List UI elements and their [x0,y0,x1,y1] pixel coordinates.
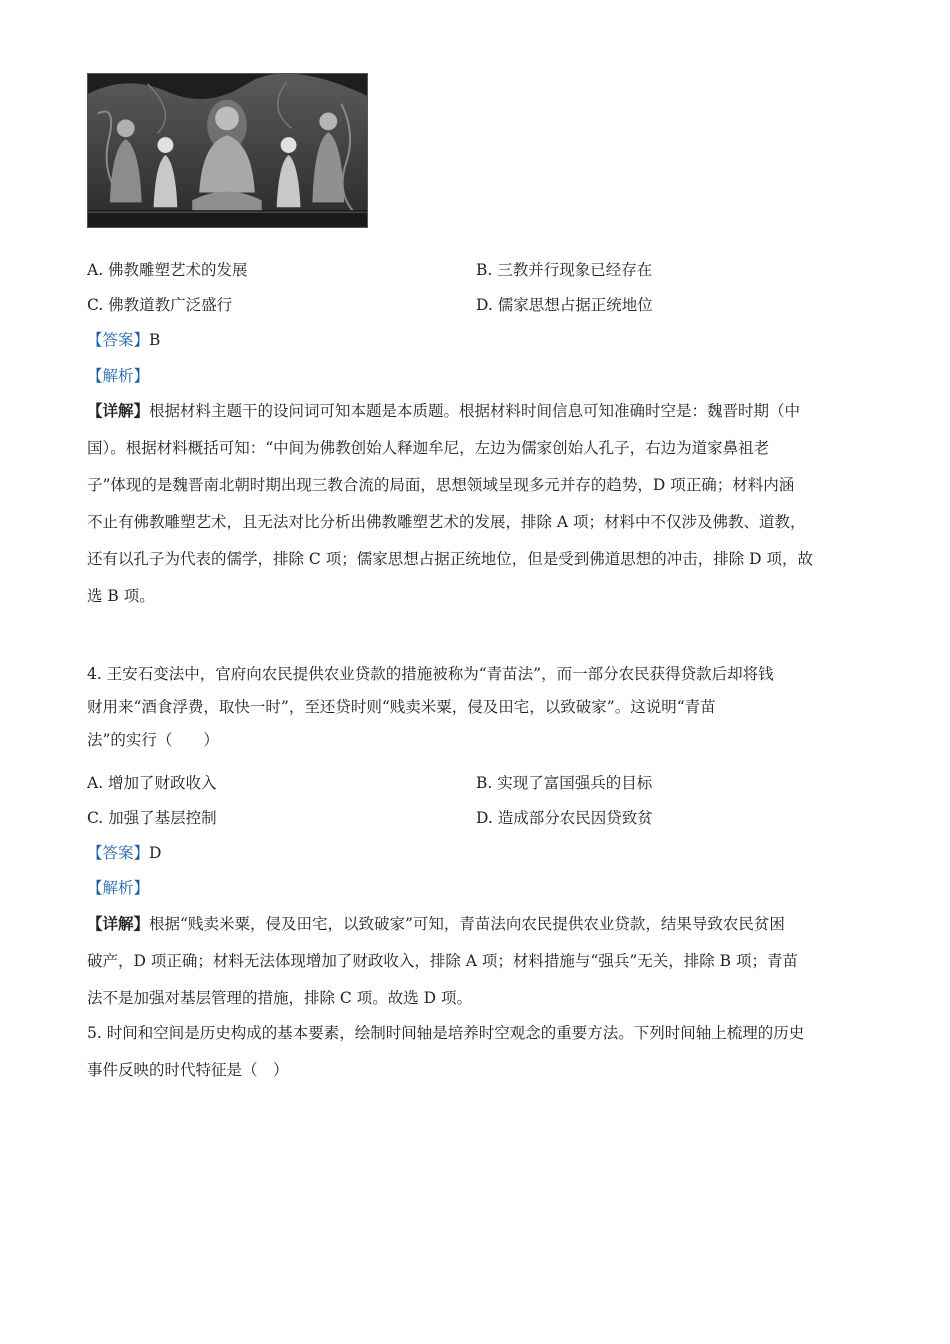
q5-stem [87,1023,863,1097]
q3-detail-line: 不止有佛教雕塑艺术，且无法对比分析出佛教雕塑艺术的发展，排除 A 项；材料中不仅涉及佛教、道教， [87,513,806,531]
q3-detail-line: 国）。根据材料概括可知：“中间为佛教创始人释迦牟尼，左边为儒家创始人孔子，右边为道家鼻祖老 [87,439,770,457]
q3-detail-line: 选 B 项。 [87,587,155,605]
q4-analysis-label: 【解析】 [87,879,150,897]
q3-answer-label: 【答案】 [87,331,150,349]
q4-answer [87,843,161,863]
q3-answer-value: B [149,331,161,349]
q5-stem-line: 5. 时间和空间是历史构成的基本要素，绘制时间轴是培养时空观念的重要方法。下列时间轴上梳理的历史 [87,1024,805,1042]
q3-option-d[interactable]: D. 儒家思想占据正统地位 [476,296,653,314]
q3-detail-line: 子”体现的是魏晋南北朝时期出现三教合流的局面，思想领域呈现多元并存的趋势，D 项正确；材料内涵 [87,476,795,494]
q4-detail-line: 法不是加强对基层管理的措施，排除 C 项。故选 D 项。 [87,989,472,1007]
q3-detail [87,401,863,623]
q3-detail-line: 还有以孔子为代表的儒学，排除 C 项；儒家思想占据正统地位，但是受到佛道思想的冲击，排除 D 项，故 [87,550,813,568]
q3-option-b[interactable]: B. 三教并行现象已经存在 [476,261,653,279]
q4-detail [87,914,863,1025]
q4-option-a[interactable]: A. 增加了财政收入 [87,774,217,792]
q3-option-c[interactable]: C. 佛教道教广泛盛行 [87,296,233,314]
q4-detail-label: 【详解】 [87,914,150,933]
q4-answer-value: D [149,844,162,862]
q4-stem-line: 4. 王安石变法中，官府向农民提供农业贷款的措施被称为“青苗法”，而一部分农民获得贷款后却将钱 [87,665,774,683]
q3-answer [87,330,160,350]
q4-option-c[interactable]: C. 加强了基层控制 [87,809,217,827]
q4-answer-label: 【答案】 [87,844,150,862]
statue-relief-icon [88,74,367,227]
q3-detail-line: 【详解】根据材料主题干的设问词可知本题是本质题。根据材料时间信息可知准确时空是：魏晋时期（中 [87,401,801,420]
q3-analysis-label: 【解析】 [87,367,150,385]
q4-stem-line: 法”的实行（ ） [87,731,219,749]
q3-option-a[interactable]: A. 佛教雕塑艺术的发展 [87,261,248,279]
q4-stem-line: 财用来“酒食浮费，取快一时”，至还贷时则“贱卖米粟，侵及田宅，以致破家”。这说明“青苗 [87,698,716,716]
q4-option-b[interactable]: B. 实现了富国强兵的目标 [476,774,653,792]
q5-stem-line: 事件反映的时代特征是（ ） [87,1061,289,1079]
q4-detail-line: 破产，D 项正确；材料无法体现增加了财政收入，排除 A 项；材料措施与“强兵”无关，排除 B 项；青苗 [87,952,798,970]
q4-option-d[interactable]: D. 造成部分农民因贷致贫 [476,809,653,827]
q4-stem [87,664,863,763]
q3-detail-label: 【详解】 [87,401,150,420]
statue-relief-image [87,73,368,228]
q4-detail-line: 【详解】根据“贱卖米粟，侵及田宅，以致破家”可知，青苗法向农民提供农业贷款，结果导致农民贫困 [87,914,785,933]
